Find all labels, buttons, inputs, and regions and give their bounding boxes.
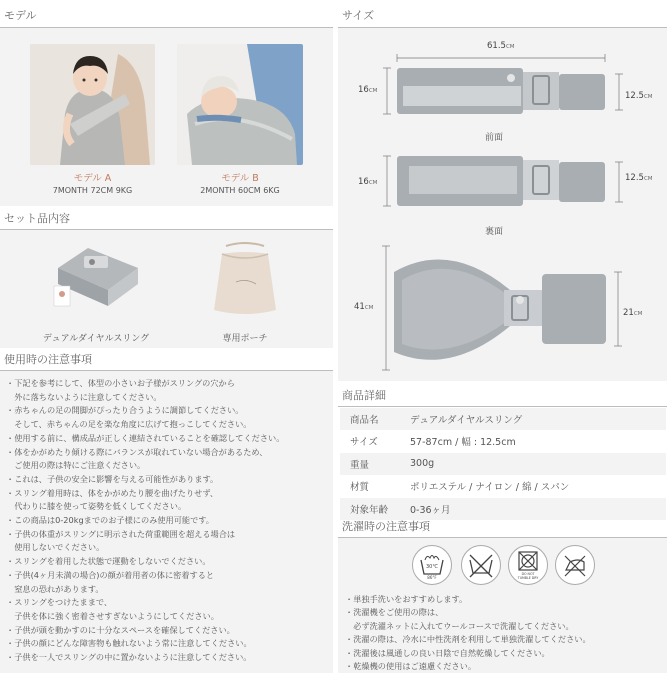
model-a-caption (30, 170, 155, 195)
detail-key: サイズ (350, 437, 378, 449)
caution-heading: 使用時の注意事項 (4, 353, 92, 366)
caution-item: ご使用の際は特にご注意ください。 (6, 460, 146, 471)
model-a-photo (30, 44, 155, 165)
front-label: 前面 (485, 133, 504, 143)
no-bleach-icon (461, 545, 501, 585)
do-not-tumble-dry-icon (508, 545, 548, 585)
sling-front-diagram (383, 62, 623, 122)
detail-key: 重量 (350, 459, 370, 471)
caution-item: ・この商品は0-20kgまでのお子様にのみ使用可能です。 (6, 515, 214, 526)
set-item-pouch-label: 専用ポーチ (222, 334, 268, 344)
detail-key: 対象年齢 (350, 504, 389, 516)
detail-value: デュアルダイヤルスリング (410, 415, 523, 426)
hand-wash-30-icon (412, 545, 452, 585)
width-dimension-line (395, 54, 607, 62)
detail-value: 0-36ヶ月 (410, 504, 451, 516)
caution-item: ・使用する前に、構成品が正しく連結されていることを確認してください。 (6, 432, 285, 443)
caution-item: ・子供の体重がスリングに明示された荷重範囲を超える場合は (6, 528, 236, 539)
wash-item: ・単独手洗いをおすすめします。 (345, 594, 468, 604)
wash-item: ・洗濯機をご使用の際は、 (345, 607, 444, 618)
model-heading: モデル (4, 9, 37, 22)
sling-open-diagram (380, 242, 626, 374)
caution-item: ・スリング着用時は、体をかがめたり腰を曲げたりせず、 (6, 487, 219, 498)
dryer-text-2: TUMBLE DRY (517, 576, 539, 580)
caution-item: そして、赤ちゃんの足を楽な角度に広げて抱っこしてください。 (6, 419, 252, 430)
wash-item: ・洗濯の際は、冷水に中性洗剤を利用して単独洗濯してください。 (345, 634, 591, 645)
size-heading: サイズ (342, 9, 375, 22)
model-b-name: モデル B (221, 173, 259, 184)
caution-item: 子供を体に強く密着させすぎないようにしてください。 (6, 610, 219, 621)
open-left-height-label: 41CM (354, 302, 374, 312)
back-right-height-label: 12.5CM (625, 173, 653, 183)
model-b-caption (177, 170, 303, 195)
back-label: 裏面 (485, 227, 504, 237)
detail-row (340, 498, 666, 520)
caution-list (6, 377, 284, 665)
wash-heading: 洗濯時の注意事項 (342, 520, 430, 533)
back-left-height-label: 16CM (358, 177, 378, 187)
model-a-name: モデル A (73, 173, 112, 184)
detail-key: 商品名 (350, 415, 379, 426)
caution-item: ・スリングを着用した状態で運動をしないでください。 (6, 556, 211, 567)
set-heading: セット品内容 (4, 212, 70, 225)
caution-item: ・スリングをつけたままで、 (6, 597, 113, 608)
caution-item: ・これは、子供の安全に影響を与える可能性があります。 (6, 473, 219, 484)
caution-item: ・子供を一人でスリングの中に置かないように注意してください。 (6, 652, 252, 663)
open-right-height-label: 21CM (623, 308, 643, 318)
divider (338, 406, 667, 407)
no-iron-icon (555, 545, 595, 585)
wash-item: 必ず洗濯ネットに入れてウールコースで洗濯してください。 (345, 620, 574, 631)
detail-row (340, 475, 666, 497)
caution-item: ・子供の顔にどんな障害物も触れないよう常に注意してください。 (6, 638, 252, 649)
wash-item: ・乾燥機の使用はご遠慮ください。 (345, 661, 477, 672)
details-heading: 商品詳細 (342, 389, 386, 402)
wash-item: ・洗濯後は風通しの良い日陰で自然乾燥してください。 (345, 647, 550, 658)
caution-item: 外に落ちないように注意してください。 (6, 391, 162, 402)
model-a-spec: 7MONTH 72CM 9KG (52, 186, 133, 195)
detail-value: 57-87cm / 幅 : 12.5cm (410, 437, 516, 449)
width-dimension-label: 61.5CM (487, 41, 515, 51)
caution-item: ・下記を参考にして、体型の小さいお子様がスリングの穴から (6, 378, 235, 388)
set-item-sling-label: デュアルダイヤルスリング (42, 334, 150, 344)
front-left-height-label: 16CM (358, 85, 378, 95)
caution-item: 代わりに膝を使って姿勢を低くしてください。 (6, 501, 187, 512)
sling-folded-image (48, 238, 144, 318)
detail-key: 材質 (350, 482, 370, 494)
model-b-photo (177, 44, 303, 165)
detail-row (340, 430, 666, 452)
model-b-spec: 2MONTH 60CM 6KG (200, 186, 280, 195)
wash-list (345, 593, 591, 673)
caution-item: ・赤ちゃんの足の開脚がぴったり合うように調節してください。 (6, 405, 244, 416)
caution-item: ・子供が頭を動かすのに十分なスペースを確保してください。 (6, 624, 235, 635)
detail-value: 300g (410, 458, 435, 470)
caution-item: 使用しないでください。 (6, 542, 105, 553)
wash-temp-f-text: 86°F (427, 575, 437, 580)
dryer-text-1: DO NOT (521, 572, 535, 576)
pouch-image (206, 238, 284, 320)
sling-back-diagram (383, 152, 623, 212)
caution-item: 窒息の恐れがあります。 (6, 583, 104, 594)
detail-value: ポリエステル / ナイロン / 綿 / スパン (410, 482, 570, 494)
caution-item: ・体をかがめたり傾ける際にバランスが取れていない場合があるため、 (6, 446, 268, 457)
caution-item: ・子供(4ヶ月未満の場合)の顔が着用者の体に密着すると (6, 569, 215, 580)
front-right-height-label: 12.5CM (625, 91, 653, 101)
detail-row (340, 453, 666, 475)
detail-row (340, 408, 666, 430)
wash-temp-text: 30℃ (426, 564, 438, 570)
